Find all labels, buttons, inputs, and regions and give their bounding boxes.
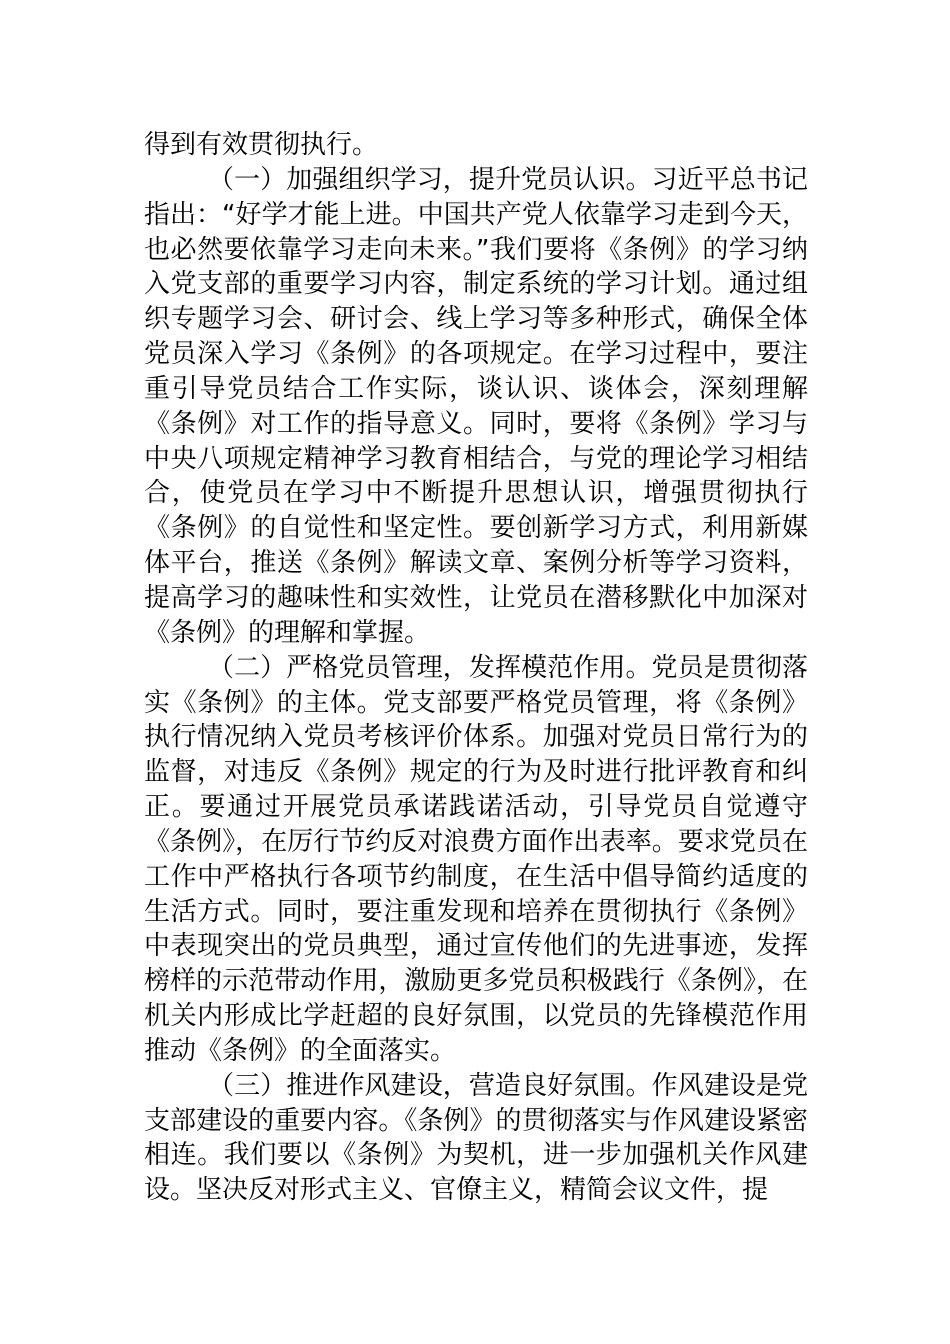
- paragraph-section-1: （一）加强组织学习，提升党员认识。习近平总书记指出：“好学才能上进。中国共产党人依靠学习走到今天，也必然要依靠学习走向未来。”我们要将《条例》的学习纳入党支部的重要学习内容，制定系统的学习计划。通过组织专题学习会、研讨会、线上学习等多种形式，确保全体党员深入学习《条例》的各项规定。在学习过程中，要注重引导党员结合工作实际，谈认识、谈体会，深刻理解《条例》对工作的指导意义。同时，要将《条例》学习与中央八项规定精神学习教育相结合，与党的理论学习相结合，使党员在学习中不断提升思想认识，增强贯彻执行《条例》的自觉性和坚定性。要创新学习方式，利用新媒体平台，推送《条例》解读文章、案例分析等学习资料，提高学习的趣味性和实效性，让党员在潜移默化中加深对《条例》的理解和掌握。: [144, 164, 808, 648]
- document-body: [144, 128, 808, 1208]
- paragraph-continuation: 得到有效贯彻执行。: [144, 130, 379, 160]
- paragraph-section-3: （三）推进作风建设，营造良好氛围。作风建设是党支部建设的重要内容。《条例》的贯彻落实与作风建设紧密相连。我们要以《条例》为契机，进一步加强机关作风建设。坚决反对形式主义、官僚主义，精简会议文件，提: [144, 1070, 808, 1206]
- paragraph-section-2: （二）严格党员管理，发挥模范作用。党员是贯彻落实《条例》的主体。党支部要严格党员管理，将《条例》执行情况纳入党员考核评价体系。加强对党员日常行为的监督，对违反《条例》规定的行为及时进行批评教育和纠正。要通过开展党员承诺践诺活动，引导党员自觉遵守《条例》，在厉行节约反对浪费方面作出表率。要求党员在工作中严格执行各项节约制度，在生活中倡导简约适度的生活方式。同时，要注重发现和培养在贯彻执行《条例》中表现突出的党员典型，通过宣传他们的先进事迹，发挥榜样的示范带动作用，激励更多党员积极践行《条例》，在机关内形成比学赶超的良好氛围，以党员的先锋模范作用推动《条例》的全面落实。: [144, 652, 808, 1066]
